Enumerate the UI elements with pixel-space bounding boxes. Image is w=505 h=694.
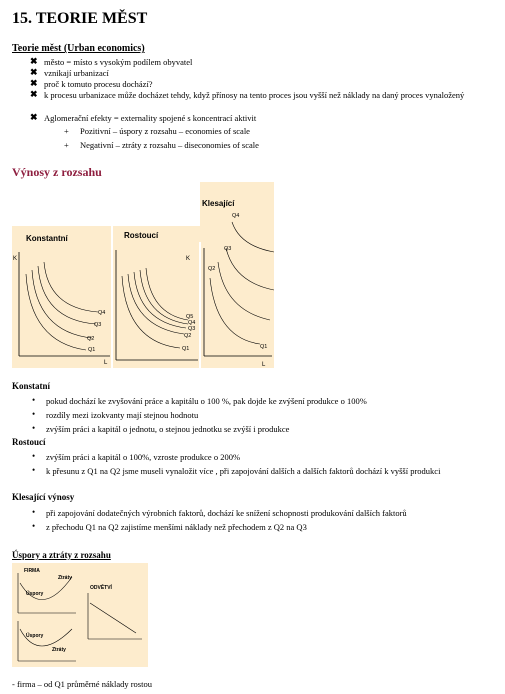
sub-item: Negativní – ztráty z rozsahu – diseconomies of scale [80,140,259,150]
ztraty-label: Ztráty [52,647,66,653]
economies-of-scale-figure [12,563,148,667]
x-bullet-icon: ✖ [30,67,38,77]
q-label: Q1 [88,347,96,353]
q-label: Q3 [188,326,196,332]
figure-bg [12,226,274,368]
konstantni-item: pokud dochází ke zvyšování práce a kapitálu o 100 %, pak dojde ke zvýšení produkce o 100% [46,396,367,406]
returns-heading: Výnosy z rozsahu [12,165,102,179]
bullet-icon: • [32,507,36,517]
konstantni-item: zvýším práci a kapitál o jednotu, o stejnou jednotku se zvýší i produkce [46,424,290,434]
q-label: Q2 [87,336,95,342]
q-label: Q4 [232,213,240,219]
q-label: Q3 [224,246,232,252]
x-bullet-icon: ✖ [30,56,38,66]
rostouci-item: k přesunu z Q1 na Q2 jsme museli vynaložit více , při zapojování dalších a dalších faktorů dochází k vyšší produkci [46,466,441,476]
q-label: Q3 [94,322,102,328]
theory-heading: Teorie měst (Urban economics) [12,43,145,54]
bullet-icon: • [32,465,36,475]
q-label: Q2 [184,333,192,339]
bullet-icon: • [32,395,36,405]
plus-bullet-icon: + [64,140,69,150]
savings-heading: Úspory a ztráty z rozsahu [12,550,111,560]
x-bullet-icon: ✖ [30,112,38,122]
panel-title-konstantni: Konstantní [26,234,68,243]
bullet-icon: • [32,451,36,461]
q-label: Q4 [188,320,196,326]
konstantni-heading: Konstatní [12,381,51,391]
uspory-label: Úspory [26,591,44,597]
footer-note: - firma – od Q1 průměrné náklady rostou [12,679,152,689]
firma-label: FIRMA [24,568,40,574]
bullet-icon: • [32,423,36,433]
axis-k: K [13,256,18,262]
theory-item: město = místo s vysokým podílem obyvatel [44,57,193,67]
plus-bullet-icon: + [64,126,69,136]
panel-title-rostouci: Rostoucí [124,231,159,240]
q-label: Q4 [98,310,106,316]
rostouci-heading: Rostoucí [12,437,46,447]
x-bullet-icon: ✖ [30,89,38,99]
axis-l: L [262,362,266,368]
odvetvi-label: ODVĚTVÍ [90,585,112,591]
ztraty-label: Ztráty [58,575,72,581]
uspory-label: Úspory [26,633,44,639]
klesajici-item: z přechodu Q1 na Q2 zajistíme menšími náklady než přechodem z Q2 na Q3 [46,522,307,532]
x-bullet-icon: ✖ [30,78,38,88]
q-label: Q1 [182,346,190,352]
q-label: Q1 [260,344,268,350]
rostouci-item: zvýším práci a kapitál o 100%, vzroste produkce o 200% [46,452,241,462]
page-title: 15. TEORIE MĚST [12,10,148,27]
sub-item: Pozitivní – úspory z rozsahu – economies of scale [80,126,250,136]
theory-item: Aglomerační efekty = externality spojené s koncentrací aktivit [44,113,257,123]
theory-item: proč k tomuto procesu dochází? [44,79,153,89]
bullet-icon: • [32,521,36,531]
q-label: Q5 [186,314,194,320]
axis-k: K [186,256,191,262]
konstantni-item: rozdíly mezi izokvanty mají stejnou hodnotu [46,410,199,420]
klesajici-item: při zapojování dodatečných výrobních faktorů, dochází ke snížení schopnosti produkování dalších faktorů [46,508,407,518]
theory-item: k procesu urbanizace může docházet tehdy, když přínosy na tento proces jsou vyšší než náklady na daný proces vynaložený [44,90,465,100]
panel-title-klesajici: Klesající [202,199,235,208]
figure-bg [12,563,148,667]
klesajici-heading: Klesající výnosy [12,492,75,502]
q-label: Q2 [208,266,216,272]
axis-l: L [104,360,108,366]
theory-item: vznikají urbanizací [44,68,109,78]
returns-to-scale-figure [12,182,274,368]
bullet-icon: • [32,409,36,419]
